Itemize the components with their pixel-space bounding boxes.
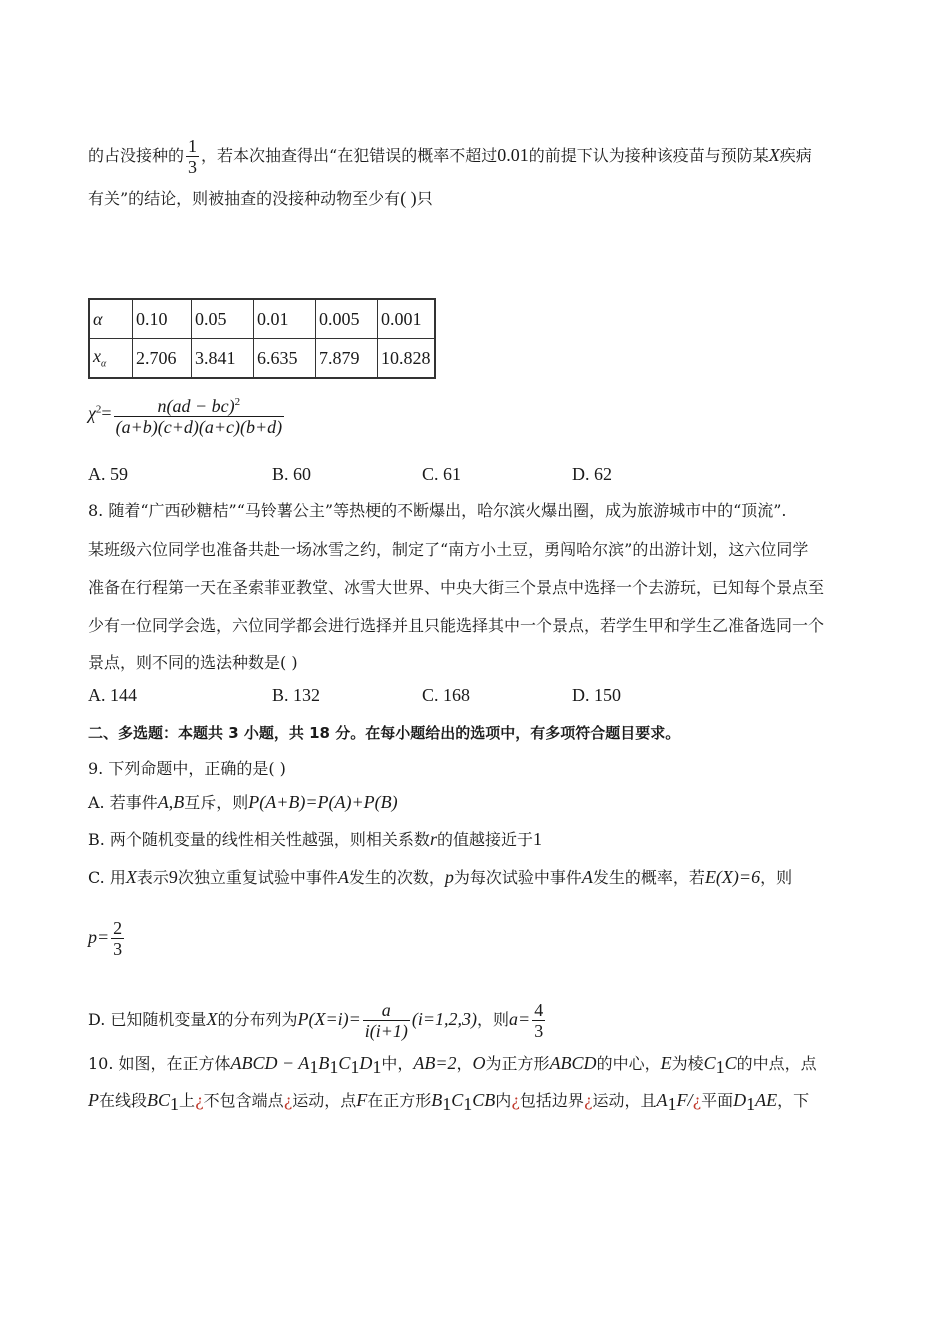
q9-option-c-value: p= $\frac{2}{3}$ bbox=[88, 918, 123, 959]
q9-option-d[interactable]: D. 已知随机变量X的分布列为P(X=i)= $\frac{a}{i(i+1)}$ (i=1,2,3)，则a= $\frac{4}{3}$ bbox=[88, 1000, 544, 1041]
q9-option-a[interactable]: A. 若事件A,B互斥，则P(A+B)=P(A)+P(B) bbox=[88, 792, 398, 812]
q8-option-d[interactable]: D. 150 bbox=[572, 685, 621, 705]
q7-option-d[interactable]: D. 62 bbox=[572, 464, 612, 484]
q7-option-a[interactable]: A. 59 bbox=[88, 464, 128, 484]
q10-line-1: 10. 如图，在正方体ABCD − $A_1B_1C_1D_1$中，AB=2，O为正方形ABCD的中心，E为棱$C_1C$的中点，点 bbox=[88, 1053, 817, 1078]
chi-square-formula: $\chi^2=$ $\frac{n(ad - bc)^2}{(a+b)(c+d)(a+c)(b+d)}$ bbox=[88, 392, 286, 437]
table-row: $x_\alpha$ 2.706 3.841 6.635 7.879 10.828 bbox=[89, 339, 435, 379]
q8-line-5: 景点，则不同的选法种数是( ) bbox=[88, 653, 298, 672]
q7-line-1: 的占没接种的 $\frac{1}{3}$ ，若本次抽查得出“在犯错误的概率不超过0.01的前提下认为接种该疫苗与预防某X疾病 bbox=[88, 136, 812, 177]
section-heading: 二、多选题：本题共 3 小题，共 18 分。在每小题给出的选项中，有多项符合题目要求。 bbox=[88, 724, 681, 742]
fraction-one-third: $\frac{1}{3}$ bbox=[188, 136, 198, 177]
x-alpha-cell: $x_\alpha$ bbox=[89, 339, 133, 379]
q8-line-4: 少有一位同学会选，六位同学都会进行选择并且只能选择其中一个景点，若学生甲和学生乙准备选同一个 bbox=[88, 616, 825, 635]
q8-line-2: 某班级六位同学也准备共赴一场冰雪之约，制定了“南方小土豆，勇闯哈尔滨”的出游计划，这六位同学 bbox=[88, 540, 809, 559]
q8-line-3: 准备在行程第一天在圣索菲亚教堂、冰雪大世界、中央大街三个景点中选择一个去游玩，已知每个景点至 bbox=[88, 578, 825, 597]
fraction-two-thirds: $\frac{2}{3}$ bbox=[113, 918, 123, 959]
q10-line-2: P在线段$BC_1$上¿不包含端点¿运动，点F在正方形$B_1C_1CB$内¿包括边界¿运动，且$A_1F/¿$平面$D_1AE$，下 bbox=[88, 1090, 810, 1115]
chi-square-fraction: $\frac{n(ad - bc)^2}{(a+b)(c+d)(a+c)(b+d)}$ bbox=[114, 392, 285, 437]
q9-option-b[interactable]: B. 两个随机变量的线性相关性越强，则相关系数r的值越接近于1 bbox=[88, 829, 542, 849]
fraction-a-over-i: $\frac{a}{i(i+1)}$ bbox=[364, 1000, 408, 1041]
q8-option-a[interactable]: A. 144 bbox=[88, 685, 137, 705]
q9-option-c[interactable]: C. 用X表示9次独立重复试验中事件A发生的次数，p为每次试验中事件A发生的概率，若E(X)=6，则 bbox=[88, 867, 793, 887]
q9-stem: 9. 下列命题中，正确的是( ) bbox=[88, 759, 286, 778]
q8-option-c[interactable]: C. 168 bbox=[422, 685, 471, 705]
q7-option-c[interactable]: C. 61 bbox=[422, 464, 462, 484]
q7-line-2: 有关”的结论，则被抽查的没接种动物至少有( )只 bbox=[88, 188, 433, 208]
fraction-four-thirds: $\frac{4}{3}$ bbox=[534, 1000, 544, 1041]
q8-option-b[interactable]: B. 132 bbox=[272, 685, 321, 705]
critical-value-table bbox=[88, 298, 436, 379]
q7-option-b[interactable]: B. 60 bbox=[272, 464, 312, 484]
q8-line-1: 8. 随着“广西砂糖桔”“马铃薯公主”等热梗的不断爆出，哈尔滨火爆出圈，成为旅游城市中的“顶流”. bbox=[88, 501, 787, 520]
table-row: α 0.10 0.05 0.01 0.005 0.001 bbox=[89, 299, 435, 339]
